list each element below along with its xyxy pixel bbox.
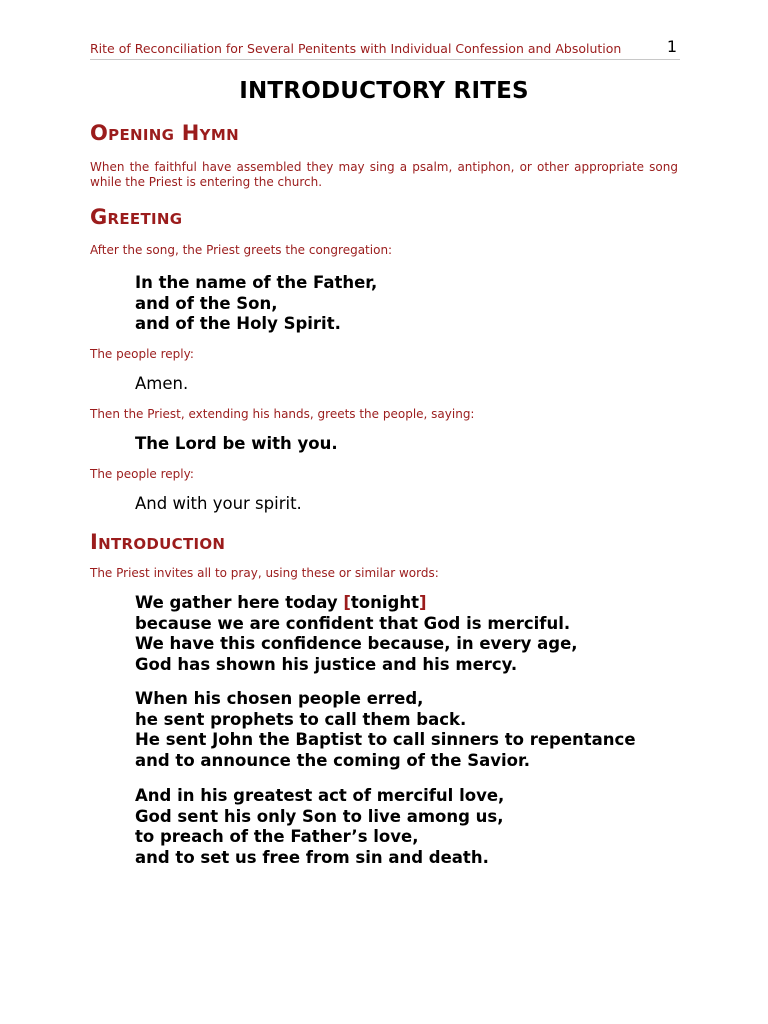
verse-line: and of the Holy Spirit. xyxy=(135,314,341,333)
page-title: INTRODUCTORY RITES xyxy=(239,78,529,104)
optional-word: tonight xyxy=(350,593,419,612)
page-number: 1 xyxy=(666,37,677,56)
rubric-greeting-congregation: After the song, the Priest greets the congregation: xyxy=(90,243,393,257)
verse-line: We have this confidence because, in every age, xyxy=(135,634,578,653)
rubric-introduction: The Priest invites all to pray, using these or similar words: xyxy=(90,566,439,580)
people-response-spirit: And with your spirit. xyxy=(135,494,302,513)
option-bracket-close: ] xyxy=(419,593,427,612)
heading-greeting: Greeting xyxy=(90,205,183,229)
running-title: Rite of Reconciliation for Several Penitents with Individual Confession and Absolution xyxy=(90,41,622,56)
running-header xyxy=(90,37,680,60)
verse-line: and to set us free from sin and death. xyxy=(135,847,489,867)
verse-line: God sent his only Son to live among us, xyxy=(135,806,504,826)
verse-line xyxy=(135,593,578,614)
priest-greeting-lord: The Lord be with you. xyxy=(135,434,338,453)
verse-line: In the name of the Father, xyxy=(135,273,378,292)
rubric-people-reply: The people reply: xyxy=(90,467,194,481)
introduction-stanza-1 xyxy=(135,593,578,675)
rubric-priest-extends-hands: Then the Priest, extending his hands, greets the people, saying: xyxy=(90,407,475,421)
verse-line: because we are confident that God is merciful. xyxy=(135,613,571,633)
rubric-opening-hymn: When the faithful have assembled they may sing a psalm, antiphon, or other appropriate song while the Priest is entering the church. xyxy=(90,160,678,189)
heading-introduction: Introduction xyxy=(90,530,226,554)
verse-line: When his chosen people erred, xyxy=(135,689,424,708)
verse-line: to preach of the Father’s love, xyxy=(135,827,419,846)
people-response-amen: Amen. xyxy=(135,374,189,393)
option-bracket-open: [ xyxy=(343,593,351,612)
verse-line: He sent John the Baptist to call sinners to repentance xyxy=(135,730,636,749)
introduction-stanza-3 xyxy=(135,786,504,868)
priest-greeting-trinitarian xyxy=(135,273,377,335)
introduction-stanza-2 xyxy=(135,689,636,771)
verse-text: We gather here today xyxy=(135,593,344,612)
heading-opening-hymn: Opening Hymn xyxy=(90,121,239,145)
rubric-people-reply: The people reply: xyxy=(90,347,194,361)
verse-line: and to announce the coming of the Savior. xyxy=(135,750,531,770)
verse-line: he sent prophets to call them back. xyxy=(135,709,467,729)
verse-line: And in his greatest act of merciful love, xyxy=(135,786,505,805)
verse-line: God has shown his justice and his mercy. xyxy=(135,654,518,674)
verse-line: and of the Son, xyxy=(135,293,278,313)
